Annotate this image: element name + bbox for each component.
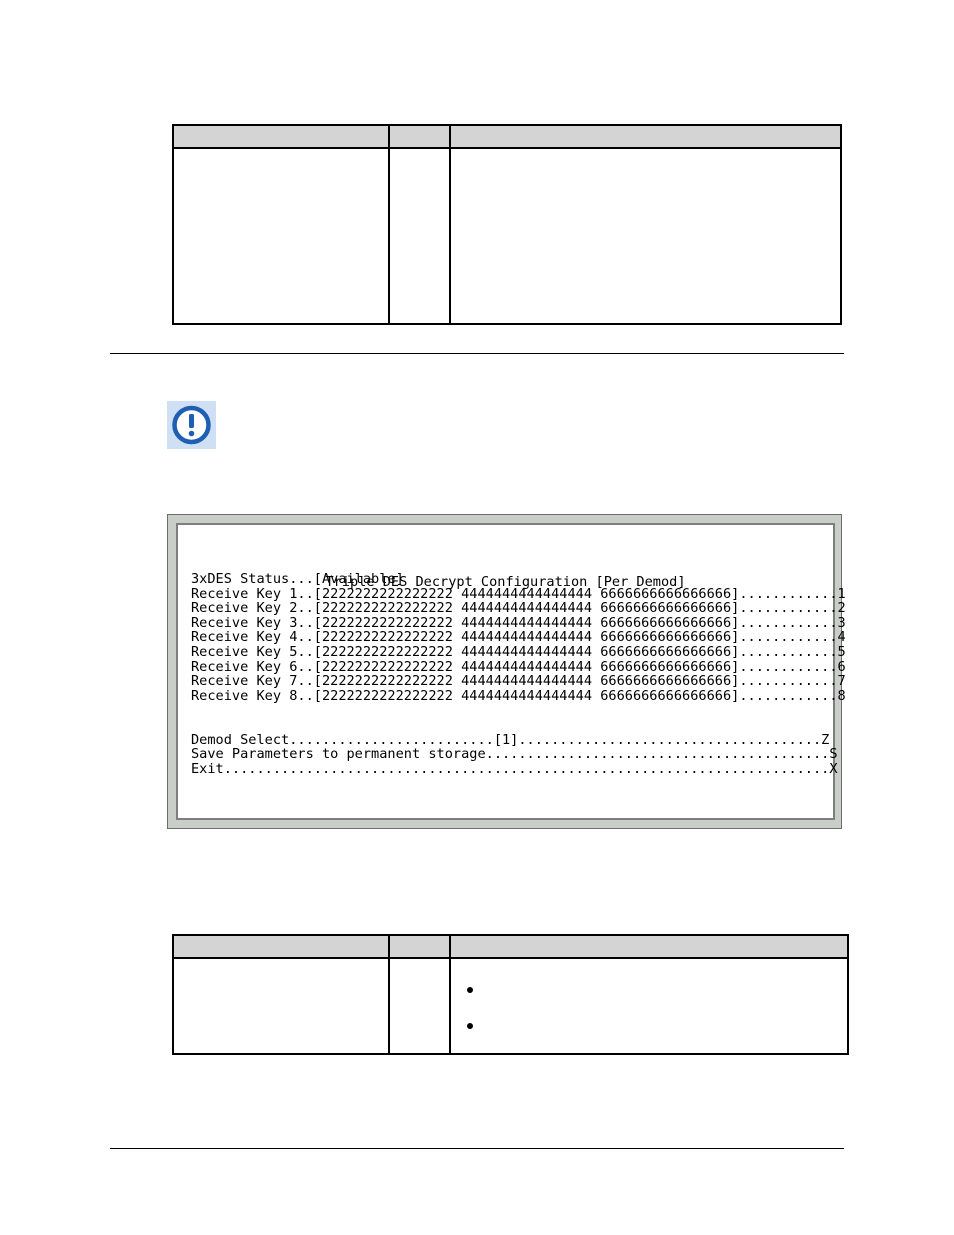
terminal-line: Demod Select.........................[1].....................................Z xyxy=(191,731,830,748)
terminal-line: Receive Key 5..[2222222222222222 4444444444444444 6666666666666666]............5 xyxy=(191,643,846,660)
column-divider xyxy=(449,936,451,1053)
terminal-screenshot xyxy=(167,514,846,829)
terminal-line: 3xDES Status...[Available] xyxy=(191,571,404,587)
terminal-line: Receive Key 6..[2222222222222222 4444444444444444 6666666666666666]............6 xyxy=(191,658,846,675)
terminal-line: Receive Key 3..[2222222222222222 4444444444444444 6666666666666666]............3 xyxy=(191,614,846,631)
bottom-table xyxy=(172,934,849,1055)
column-divider xyxy=(388,126,390,323)
terminal-line: Exit..........................................................................X xyxy=(191,760,838,777)
top-table xyxy=(172,124,842,325)
column-divider xyxy=(388,936,390,1053)
terminal-menu-text xyxy=(191,572,846,776)
bullet-point xyxy=(467,1023,473,1029)
important-info-icon xyxy=(167,401,216,449)
terminal-screen xyxy=(176,523,846,820)
terminal-line: Receive Key 8..[2222222222222222 4444444444444444 6666666666666666]............8 xyxy=(191,687,846,704)
terminal-line: Receive Key 1..[2222222222222222 4444444444444444 6666666666666666]............1 xyxy=(191,585,846,602)
bullet-point xyxy=(467,987,473,993)
footer-divider xyxy=(110,1148,844,1149)
section-divider xyxy=(110,353,844,354)
terminal-title: Triple DES Decrypt Configuration [Per Demod] xyxy=(325,574,686,590)
terminal-line: Receive Key 2..[2222222222222222 4444444444444444 6666666666666666]............2 xyxy=(191,600,846,617)
terminal-line: Receive Key 4..[2222222222222222 4444444444444444 6666666666666666]............4 xyxy=(191,629,846,646)
table-header-row xyxy=(174,936,847,959)
terminal-line: Receive Key 7..[2222222222222222 4444444444444444 6666666666666666]............7 xyxy=(191,673,846,690)
terminal-line: Save Parameters to permanent storage..........................................S xyxy=(191,746,838,763)
column-divider xyxy=(449,126,451,323)
table-header-row xyxy=(174,126,840,149)
